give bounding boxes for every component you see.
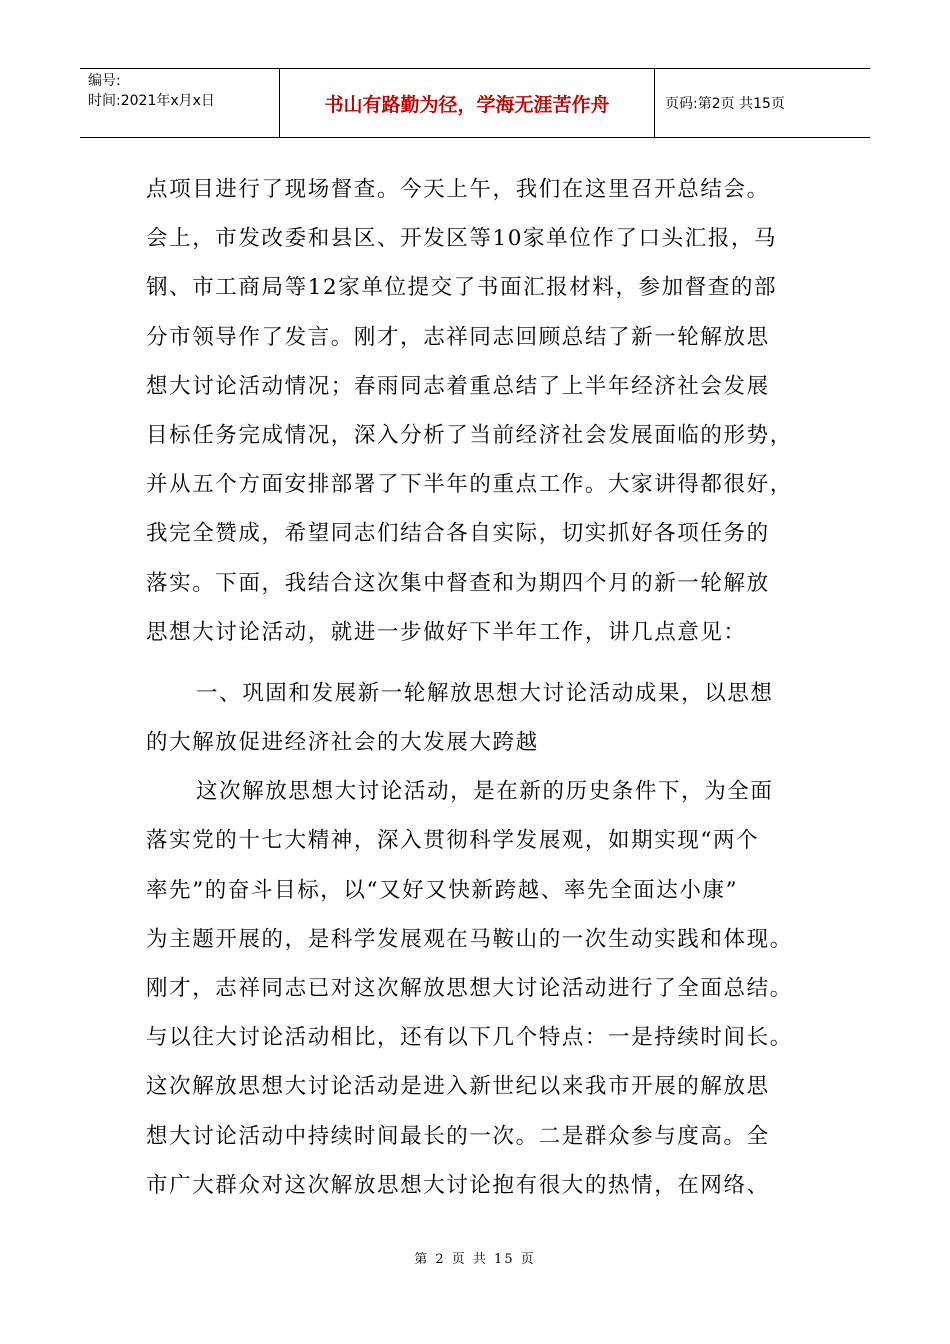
text-line: 率先”的奋斗目标，以“又好又快新跨越、率先全面达小康” bbox=[146, 877, 739, 903]
page-header bbox=[80, 68, 870, 138]
text-line: 思想大讨论活动，就进一步做好下半年工作，讲几点意见： bbox=[146, 619, 747, 645]
text-line: 为主题开展的，是科学发展观在马鞍山的一次生动实践和体现。 bbox=[146, 926, 793, 952]
text-line: 市广大群众对这次解放思想大讨论抱有很大的热情，在网络、 bbox=[146, 1172, 770, 1198]
text-line: 刚才，志祥同志已对这次解放思想大讨论活动进行了全面总结。 bbox=[146, 976, 793, 1001]
text-line: 目标任务完成情况，深入分析了当前经济社会发展面临的形势， bbox=[146, 422, 793, 448]
heading-line: 的大解放促进经济社会的大发展大跨越 bbox=[146, 730, 539, 756]
page-footer: 第 2 页 共 15 页 bbox=[414, 1252, 536, 1267]
paragraph-section-one bbox=[146, 767, 806, 1210]
text-line: 想大讨论活动中持续时间最长的一次。二是群众参与度高。全 bbox=[146, 1123, 770, 1149]
text-line: 这次解放思想大讨论活动，是在新的历史条件下，为全面 bbox=[196, 779, 774, 805]
text-line: 钢、市工商局等12家单位提交了书面汇报材料，参加督查的部 bbox=[146, 275, 778, 301]
heading-line: 一、巩固和发展新一轮解放思想大讨论活动成果，以思想 bbox=[196, 680, 774, 706]
document-number-label: 编号: bbox=[88, 73, 121, 89]
text-line: 落实党的十七大精神，深入贯彻科学发展观，如期实现“两个 bbox=[146, 828, 760, 854]
document-body bbox=[146, 165, 806, 1210]
text-line: 点项目进行了现场督查。今天上午，我们在这里召开总结会。 bbox=[146, 177, 770, 202]
text-line: 这次解放思想大讨论活动是进入新世纪以来我市开展的解放思 bbox=[146, 1074, 770, 1100]
text-line: 并从五个方面安排部署了下半年的重点工作。大家讲得都很好， bbox=[146, 472, 793, 498]
document-date-label: 时间:2021年x月x日 bbox=[88, 93, 215, 109]
header-page-number: 页码:第2页 共15页 bbox=[665, 96, 785, 112]
text-line: 与以往大讨论活动相比，还有以下几个特点：一是持续时间长。 bbox=[146, 1025, 793, 1051]
text-line: 我完全赞成，希望同志们结合各自实际，切实抓好各项任务的 bbox=[146, 521, 770, 547]
section-heading bbox=[146, 669, 806, 767]
header-meta bbox=[80, 69, 280, 137]
text-line: 会上，市发改委和县区、开发区等10家单位作了口头汇报，马 bbox=[146, 226, 778, 252]
text-line: 分市领导作了发言。刚才，志祥同志回顾总结了新一轮解放思 bbox=[146, 324, 770, 350]
header-motto: 书山有路勤为径，学海无涯苦作舟 bbox=[280, 69, 655, 137]
paragraph-intro-continued bbox=[146, 165, 806, 657]
text-line: 落实。下面，我结合这次集中督查和为期四个月的新一轮解放 bbox=[146, 570, 770, 596]
text-line: 想大讨论活动情况；春雨同志着重总结了上半年经济社会发展 bbox=[146, 373, 770, 399]
